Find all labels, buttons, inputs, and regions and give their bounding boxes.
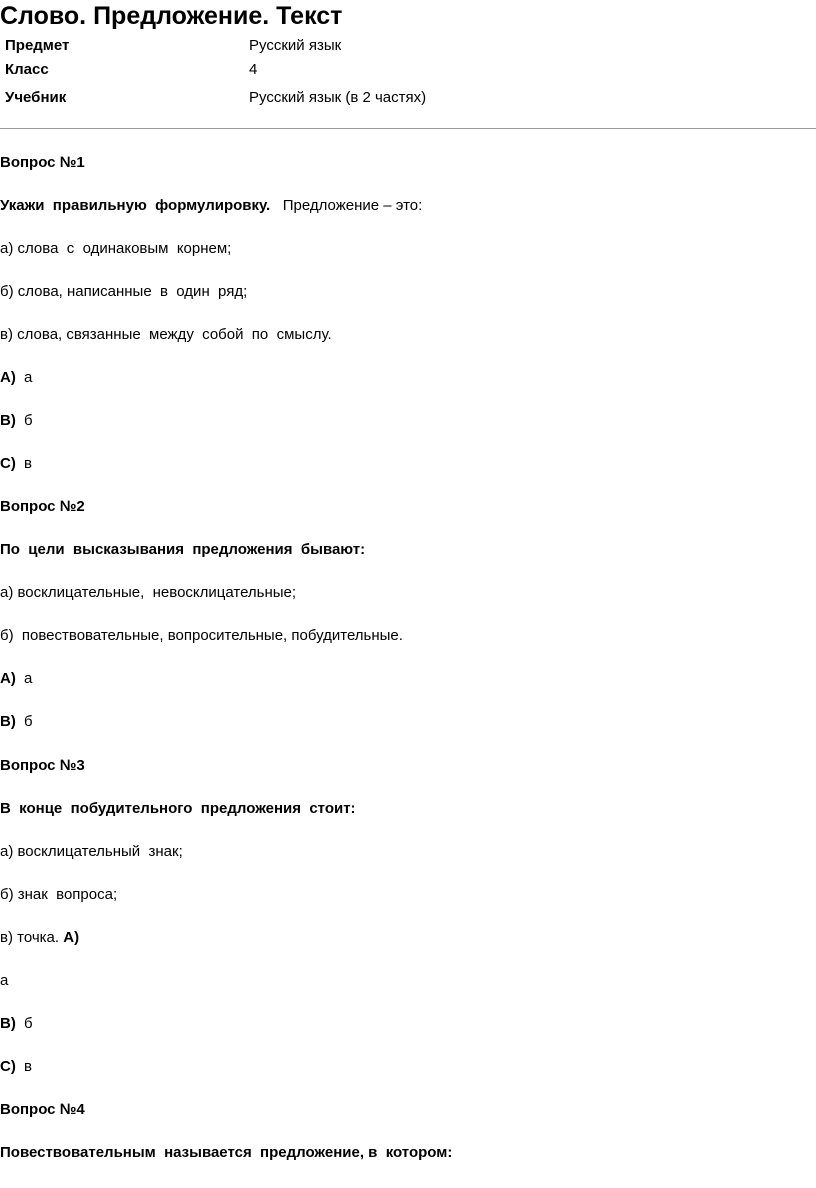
question-3-choice-a-letter[interactable]: A) <box>63 929 80 946</box>
question-2-variant-a: а) восклицательные, невосклицательные; <box>0 584 297 601</box>
question-2-heading: Вопрос №2 <box>0 498 85 515</box>
question-1-choice-b[interactable] <box>0 412 33 429</box>
question-2-variant-b: б) повествовательные, вопросительные, побудительные. <box>0 627 403 644</box>
question-1-variant-a: а) слова с одинаковым корнем; <box>0 240 232 257</box>
question-3-choice-a-text[interactable]: а <box>0 972 9 989</box>
choice-text: в <box>24 455 32 472</box>
question-3-variant-b: б) знак вопроса; <box>0 886 118 903</box>
question-3-variant-a: а) восклицательный знак; <box>0 843 183 860</box>
choice-letter: A) <box>0 670 16 687</box>
meta-value-textbook: Русский язык (в 2 частях) <box>249 89 427 106</box>
choice-text: в <box>24 1058 32 1075</box>
meta-label-subject: Предмет <box>5 37 70 54</box>
choice-text: б <box>24 412 33 429</box>
question-1-variant-b: б) слова, написанные в один ряд; <box>0 283 248 300</box>
choice-letter: B) <box>0 713 16 730</box>
question-1-choice-a[interactable] <box>0 369 32 386</box>
choice-text: б <box>24 1015 33 1032</box>
choice-text: б <box>24 713 33 730</box>
question-1-prompt <box>0 197 422 214</box>
choice-letter: A) <box>0 369 16 386</box>
question-1-choice-c[interactable] <box>0 455 32 472</box>
header-divider <box>0 128 816 129</box>
question-3-prompt: В конце побудительного предложения стоит: <box>0 800 356 817</box>
choice-text: а <box>24 670 33 687</box>
meta-label-textbook: Учебник <box>5 89 67 106</box>
question-4-prompt: Повествовательным называется предложение, в котором: <box>0 1144 453 1161</box>
question-1-prompt-bold: Укажи правильную формулировку. <box>0 197 271 214</box>
page-title: Слово. Предложение. Текст <box>0 2 343 30</box>
choice-letter: C) <box>0 1058 16 1075</box>
question-3-variant-c: в) точка. <box>0 929 60 946</box>
meta-value-subject: Русский язык <box>249 37 342 54</box>
question-1-prompt-rest: Предложение – это: <box>270 197 423 214</box>
question-3-variant-c-line <box>0 929 79 946</box>
question-2-prompt: По цели высказывания предложения бывают: <box>0 541 366 558</box>
question-4-heading: Вопрос №4 <box>0 1101 85 1118</box>
question-3-choice-c[interactable] <box>0 1058 32 1075</box>
choice-letter: B) <box>0 1015 16 1032</box>
meta-label-grade: Класс <box>5 61 49 78</box>
question-1-heading: Вопрос №1 <box>0 154 85 171</box>
meta-value-grade: 4 <box>249 61 258 78</box>
question-2-choice-b[interactable] <box>0 713 33 730</box>
question-3-choice-b[interactable] <box>0 1015 33 1032</box>
choice-text: а <box>24 369 33 386</box>
question-3-heading: Вопрос №3 <box>0 757 85 774</box>
question-2-choice-a[interactable] <box>0 670 32 687</box>
question-1-variant-c: в) слова, связанные между собой по смыслу. <box>0 326 332 343</box>
choice-letter: C) <box>0 455 16 472</box>
choice-letter: B) <box>0 412 16 429</box>
